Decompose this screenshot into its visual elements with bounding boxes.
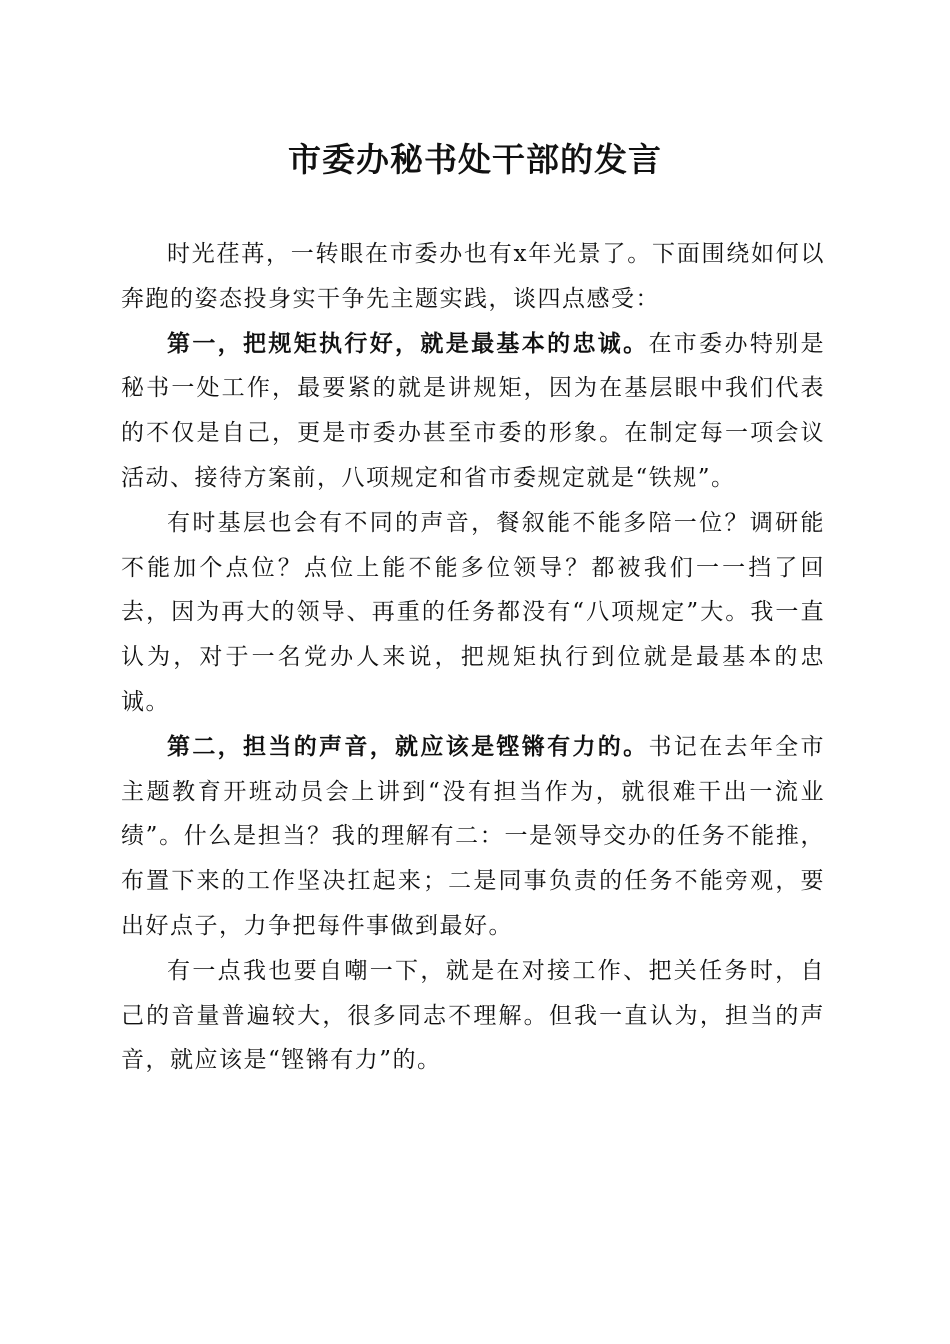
paragraph-text: 书记在去年全市主题教育开班动员会上讲到“没有担当作为，就很难干出一流业绩”。什么是担当？我的理解有二：一是领导交办的任务不能推，布置下来的工作坚决扛起来；二是同事负责的任务不能旁观，要出好点子，力争把每件事做到最好。 — [121, 733, 826, 939]
paragraph-lead-heading: 第二，担当的声音，就应该是铿锵有力的。 — [167, 732, 649, 760]
paragraph-point-two — [121, 725, 825, 949]
paragraph-lead-heading: 第一，把规矩执行好，就是最基本的忠诚。 — [167, 329, 649, 357]
paragraph-text: 时光荏苒，一转眼在市委办也有x年光景了。下面围绕如何以奔跑的姿态投身实干争先主题实践，谈四点感受： — [121, 241, 825, 312]
paragraph-point-one-detail — [121, 501, 825, 725]
document-body — [121, 232, 825, 1083]
document-title: 市委办秘书处干部的发言 — [288, 140, 662, 179]
paragraph-text: 有时基层也会有不同的声音，餐叙能不能多陪一位？调研能不能加个点位？点位上能不能多位领导？都被我们一一挡了回去，因为再大的领导、再重的任务都没有“八项规定”大。我一直认为，对于一名党办人来说，把规矩执行到位就是最基本的忠诚。 — [121, 509, 825, 715]
paragraph-point-one — [121, 322, 825, 501]
paragraph-text: 有一点我也要自嘲一下，就是在对接工作、把关任务时，自己的音量普遍较大，很多同志不理解。但我一直认为，担当的声音，就应该是“铿锵有力”的。 — [121, 957, 825, 1074]
paragraph-text: 在市委办特别是秘书一处工作，最要紧的就是讲规矩，因为在基层眼中我们代表的不仅是自己，更是市委办甚至市委的形象。在制定每一项会议活动、接待方案前，八项规定和省市委规定就是“铁规”。 — [121, 330, 826, 491]
paragraph-intro — [121, 232, 825, 322]
paragraph-point-two-detail — [121, 949, 825, 1083]
